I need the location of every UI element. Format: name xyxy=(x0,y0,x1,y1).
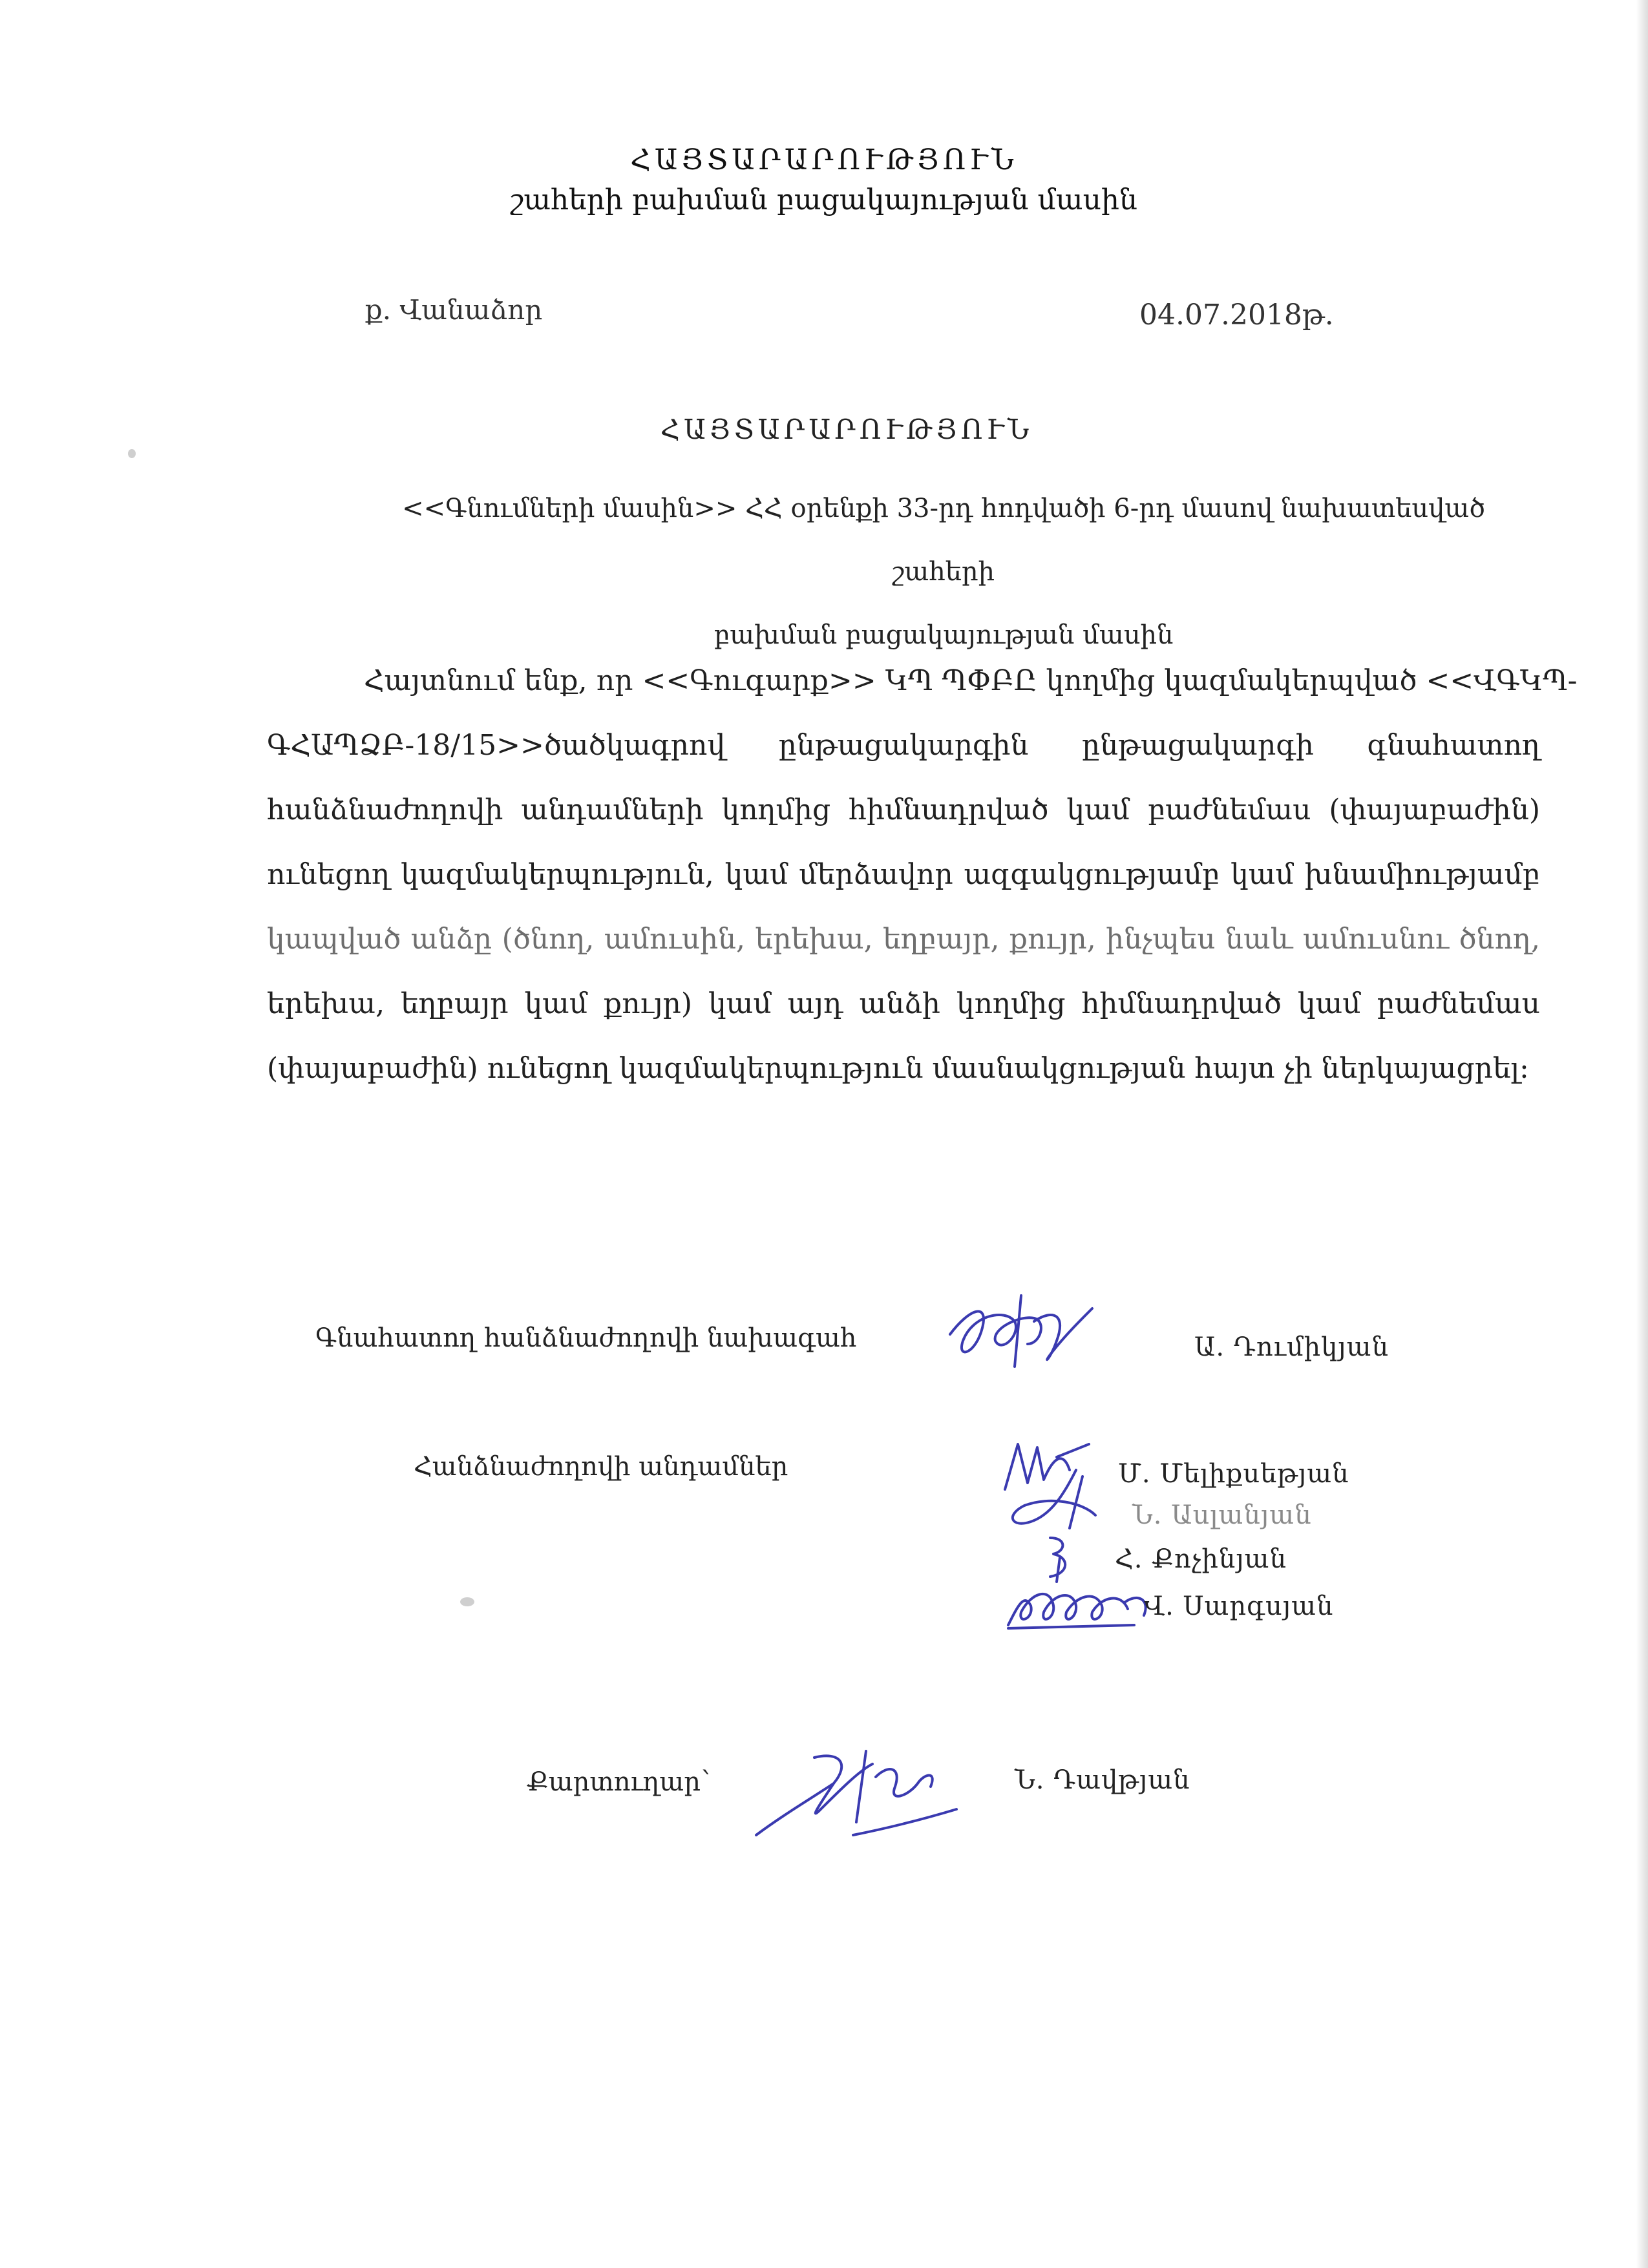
body-paragraph xyxy=(267,649,1578,1101)
section-title: ՀԱՅՏԱՐԱՐՈՒԹՅՈՒՆ xyxy=(660,414,1033,445)
scan-speck xyxy=(128,449,136,458)
document-subtitle: շահերի բախման բացակայության մասին xyxy=(511,184,1137,216)
chair-signature xyxy=(944,1283,1099,1386)
scan-speck xyxy=(460,1597,474,1606)
date: 04.07.2018թ. xyxy=(1139,299,1334,331)
members-label: Հանձնաժողովի անդամներ xyxy=(414,1452,788,1482)
body-line: կապված անձը (ծնող, ամուսին, երեխա, եղբայր, քույր, ինչպես նաև ամուսնու ծնող, xyxy=(267,923,1540,956)
member-signature xyxy=(1041,1531,1079,1583)
body-line: (փայաբաժին) ունեցող կազմակերպություն մասնակցության հայտ չի ներկայացրել: xyxy=(267,1052,1529,1085)
body-line: Հայտնում ենք, որ <<Գուգարք>> ԿՊ ՊՓԲԸ կողմից կազմակերպված <<ՎԳԿՊ- xyxy=(364,664,1578,697)
member-name: Հ. Քոչինյան xyxy=(1115,1544,1287,1574)
place: ք. Վանաձոր xyxy=(365,294,543,326)
chair-name: Ա. Դումիկյան xyxy=(1194,1332,1389,1362)
chair-label: Գնահատող հանձնաժողովի նախագահ xyxy=(315,1323,857,1353)
scan-edge-shadow xyxy=(1636,0,1648,2268)
member-signature xyxy=(992,1431,1108,1535)
body-line: երեխա, եղբայր կամ քույր) կամ այդ անձի կողմից հիմնադրված կամ բաժնեմաս xyxy=(267,987,1540,1020)
section-subtitle xyxy=(362,477,1525,667)
document-title: ՀԱՅՏԱՐԱՐՈՒԹՅՈՒՆ xyxy=(630,143,1018,176)
secretary-name: Ն. Դավթյան xyxy=(1015,1765,1190,1795)
member-name: Մ. Մելիքսեթյան xyxy=(1118,1459,1349,1489)
member-signature xyxy=(1005,1580,1160,1638)
body-line: ունեցող կազմակերպություն, կամ մերձավոր ազգակցությամբ կամ խնամիությամբ xyxy=(267,858,1540,891)
body-line: հանձնաժողովի անդամների կողմից հիմնադրված կամ բաժնեմաս (փայաբաժին) xyxy=(267,793,1540,826)
member-name: Ն. Ասլանյան xyxy=(1132,1500,1312,1530)
section-subtitle-line: <<Գնումների մասին>> ՀՀ օրենքի 33-րդ հոդվածի 6-րդ մասով նախատեսված շահերի xyxy=(402,494,1485,587)
section-subtitle-line: բախման բացակայության մասին xyxy=(713,620,1174,650)
member-name: Վ. Սարգսյան xyxy=(1144,1591,1334,1621)
secretary-signature xyxy=(743,1738,963,1848)
secretary-label: Քարտուղար` xyxy=(527,1767,714,1797)
body-line: ԳՀԱՊՁԲ-18/15>>ծածկագրով ընթացակարգին ընթացակարգի գնահատող xyxy=(267,729,1540,762)
